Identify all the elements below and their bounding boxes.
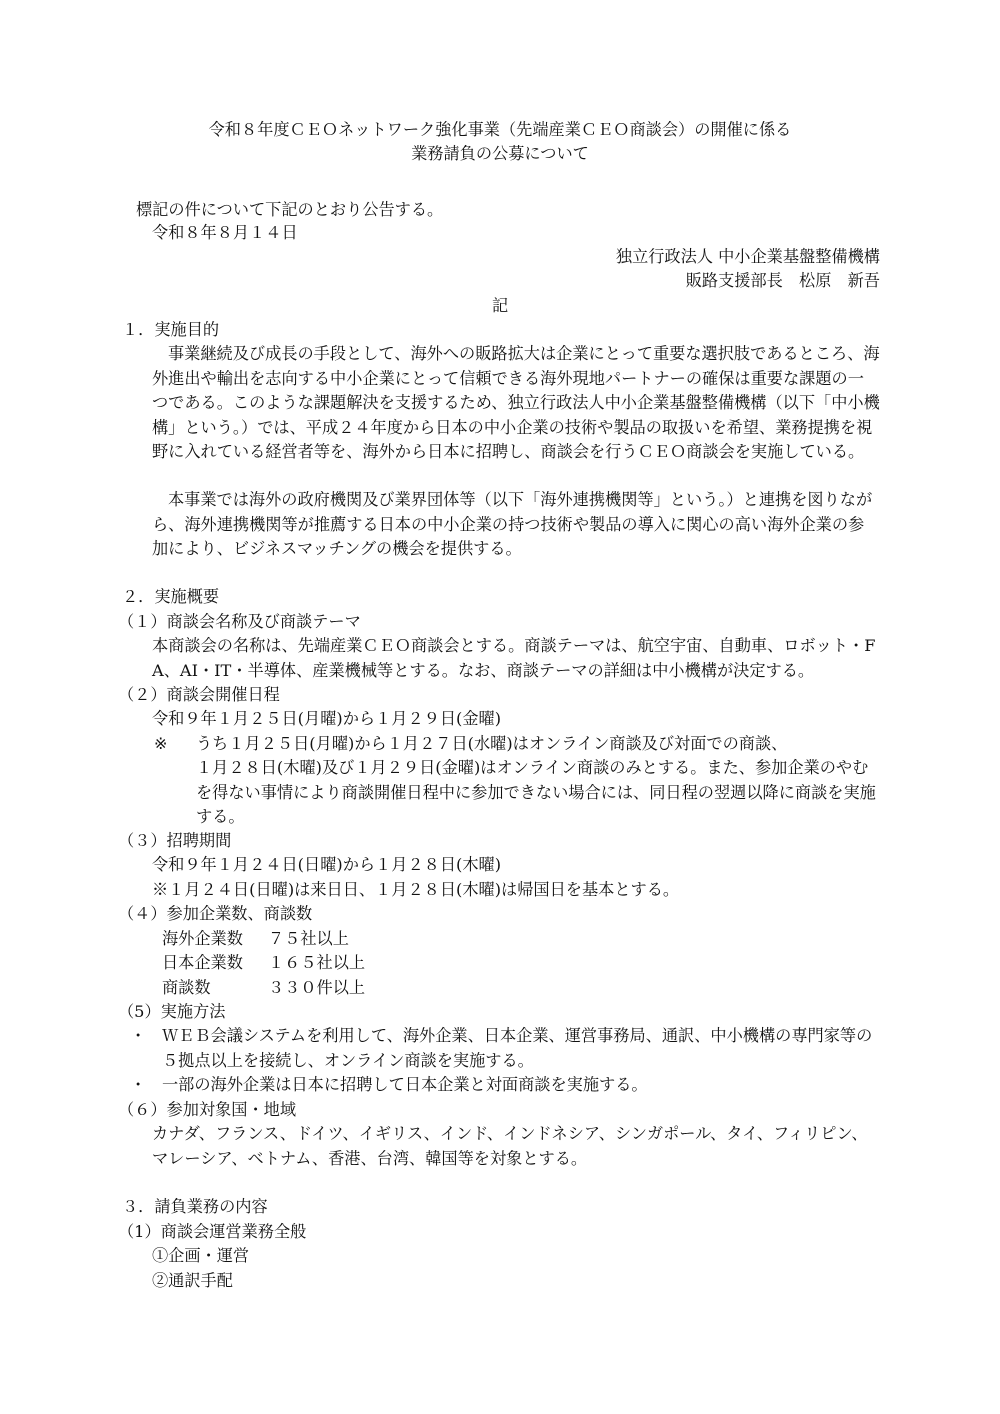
intro-text: 標記の件について下記のとおり公告する。 xyxy=(136,200,444,219)
section1-paragraph1: 事業継続及び成長の手段として、海外への販路拡大は企業にとって重要な選択肢であるところ、海外進出や輸出を志向する中小企業にとって信頼できる海外現地パートナーの確保は重要な課題の一つである。このような課題解決を支援するため、独立行政法人中小企業基盤整備機構（以下「中小機構」という。）では、平成２４年度から日本の中小企業の技術や製品の取扱いを希望、業務提携を視野に入れている経営者等を、海外から日本に招聘し、商談会を行うＣＥＯ商談会を実施している。 xyxy=(152,344,880,461)
section2-sub5-heading: （5）実施方法 xyxy=(118,1002,226,1021)
bullet-mark: ・ xyxy=(130,1026,147,1045)
section2-sub2-note-mark: ※ xyxy=(154,734,168,753)
count-row-value: ３３０件以上 xyxy=(268,978,366,997)
signer-name: 販路支援部長 松原 新吾 xyxy=(685,271,880,290)
section1-heading: １．実施目的 xyxy=(122,320,220,339)
announcement-date: 令和８年８月１４日 xyxy=(152,223,298,242)
section2-sub3-note: ※１月２４日(日曜)は来日日、１月２８日(木曜)は帰国日を基本とする。 xyxy=(152,880,680,899)
organization-name: 独立行政法人 中小企業基盤整備機構 xyxy=(615,247,880,266)
count-row-label: 海外企業数 xyxy=(162,929,243,948)
document-title-line1: 令和８年度ＣＥＯネットワーク強化事業（先端産業ＣＥＯ商談会）の開催に係る xyxy=(208,120,792,139)
section2-sub3-body: 令和９年１月２４日(日曜)から１月２８日(木曜) xyxy=(152,855,502,874)
ki-mark: 記 xyxy=(492,296,509,315)
section2-sub1-body: 本商談会の名称は、先端産業ＣＥＯ商談会とする。商談テーマは、航空宇宙、自動車、ロボット・FA、AI・IT・半導体、産業機械等とする。なお、商談テーマの詳細は中小機構が決定する。 xyxy=(152,636,876,680)
section2-sub2-heading: （２）商談会開催日程 xyxy=(118,685,280,704)
section2-sub2-note-rest: １月２８日(木曜)及び１月２９日(金曜)はオンライン商談のみとする。また、参加企業のやむを得ない事情により商談開催日程中に参加できない場合には、同日程の翌週以降に商談を実施する。 xyxy=(196,758,876,826)
count-row-label: 日本企業数 xyxy=(162,953,243,972)
section3-heading: ３．請負業務の内容 xyxy=(122,1197,268,1216)
section2-sub3-heading: （３）招聘期間 xyxy=(118,831,232,850)
section2-sub1-heading: （１）商談会名称及び商談テーマ xyxy=(118,612,361,631)
count-row-label: 商談数 xyxy=(162,978,211,997)
section3-item: ①企画・運営 xyxy=(152,1246,250,1265)
section3-sub1-heading: （1）商談会運営業務全般 xyxy=(118,1222,307,1241)
section2-sub4-heading: （４）参加企業数、商談数 xyxy=(118,904,313,923)
section2-sub6-body: カナダ、フランス、ドイツ、イギリス、インド、インドネシア、シンガポール、タイ、フィリピン、マレーシア、ベトナム、香港、台湾、韓国等を対象とする。 xyxy=(152,1124,868,1168)
bullet-mark: ・ xyxy=(130,1075,147,1094)
section2-sub6-heading: （６）参加対象国・地域 xyxy=(118,1100,297,1119)
section3-item: ②通訳手配 xyxy=(152,1271,233,1290)
method-item: 一部の海外企業は日本に招聘して日本企業と対面商談を実施する。 xyxy=(162,1075,648,1094)
document-title-line2: 業務請負の公募について xyxy=(411,144,589,163)
count-row-value: ７５社以上 xyxy=(268,929,349,948)
section1-paragraph2: 本事業では海外の政府機関及び業界団体等（以下「海外連携機関等」という。）と連携を図りながら、海外連携機関等が推薦する日本の中小企業の持つ技術や製品の導入に関心の高い海外企業の参加により、ビジネスマッチングの機会を提供する。 xyxy=(152,490,873,558)
section2-heading: ２．実施概要 xyxy=(122,587,220,606)
method-item: ＷＥＢ会議システムを利用して、海外企業、日本企業、運営事務局、通訳、中小機構の専門家等の５拠点以上を接続し、オンライン商談を実施する。 xyxy=(162,1026,873,1070)
section2-sub2-note-line1: うち１月２５日(月曜)から１月２７日(水曜)はオンライン商談及び対面での商談、 xyxy=(196,734,788,753)
section2-sub2-body: 令和９年１月２５日(月曜)から１月２９日(金曜) xyxy=(152,709,502,728)
count-row-value: １６５社以上 xyxy=(268,953,366,972)
